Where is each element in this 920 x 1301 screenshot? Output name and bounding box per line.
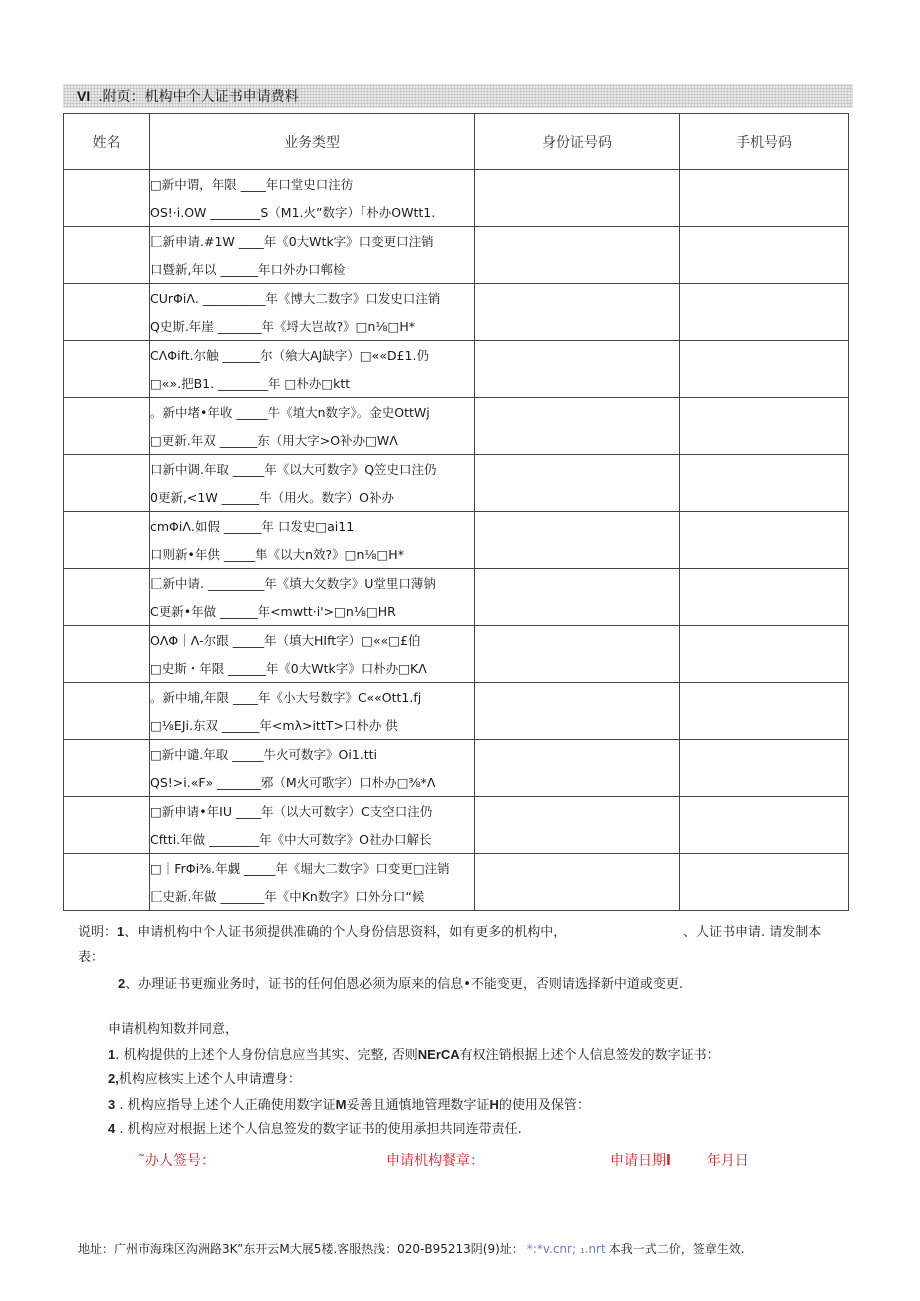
business-type-cell — [150, 854, 475, 911]
table-row — [64, 854, 849, 911]
phone-cell[interactable] — [680, 341, 849, 398]
business-option-line[interactable]: CUrΦiΛ. __________年《博大二数字》口发史口注销 — [150, 291, 441, 306]
business-option-line[interactable]: □史斯・年限 ______年《0大Wtk字》口朴办□KΛ — [150, 661, 427, 676]
application-table — [63, 113, 849, 911]
business-option-line[interactable]: Q史斯.年崖 _______年《埒大岂故?》□n⅛□H* — [150, 319, 415, 334]
phone-cell[interactable] — [680, 683, 849, 740]
section-heading — [63, 84, 853, 108]
business-type-cell — [150, 626, 475, 683]
phone-cell[interactable] — [680, 455, 849, 512]
agreement-item-3 — [108, 1094, 590, 1113]
agreement-item-4 — [108, 1118, 522, 1137]
phone-cell[interactable] — [680, 170, 849, 227]
business-option-line[interactable]: 。新中堵•年收 _____牛《埴大n数字》。金史OttWj — [150, 405, 430, 420]
header-name: 姓名 — [64, 114, 150, 170]
table-header-row — [64, 114, 849, 170]
note-number: 1 — [117, 924, 125, 939]
business-type-cell — [150, 512, 475, 569]
id-number-cell[interactable] — [475, 797, 680, 854]
business-type-cell — [150, 569, 475, 626]
footer-website-link[interactable]: *:*v.cnr; ₁.nrt — [526, 1242, 606, 1256]
business-option-line[interactable]: □«».把B1. ________年 □朴办□ktt — [150, 376, 351, 391]
id-number-cell[interactable] — [475, 341, 680, 398]
business-option-line[interactable]: □⅛EJi.东双 ______年<mλ>ittT>口朴办 供 — [150, 718, 398, 733]
phone-cell[interactable] — [680, 854, 849, 911]
table-row — [64, 512, 849, 569]
table-row — [64, 170, 849, 227]
footer-address: 地址：广州市海珠区沟洲路3K”东开云M大展5楼.客服热浅：020-B95213阴(9)址： — [78, 1242, 524, 1256]
business-option-line[interactable]: 口则新•年供 _____隼《以大n效?》□n⅛□H* — [150, 547, 404, 562]
business-option-line[interactable]: □｜FrΦi⅜.年觑 _____年《堀大二数字》口变更□注销 — [150, 861, 450, 876]
name-cell[interactable] — [64, 398, 150, 455]
phone-cell[interactable] — [680, 284, 849, 341]
business-type-cell — [150, 683, 475, 740]
id-number-cell[interactable] — [475, 740, 680, 797]
business-type-cell — [150, 170, 475, 227]
note-number: 2 — [118, 976, 126, 991]
phone-cell[interactable] — [680, 797, 849, 854]
name-cell[interactable] — [64, 626, 150, 683]
id-number-cell[interactable] — [475, 512, 680, 569]
glyph-h: H — [489, 1097, 499, 1112]
application-date — [610, 1150, 749, 1170]
item-text: 有权注销根据上述个人信息签发的数字证书： — [459, 1048, 720, 1063]
item-number: 3 — [108, 1097, 116, 1112]
business-option-line[interactable]: □新中谴.年取 _____牛火可数字》Oi1.tti — [150, 747, 378, 762]
name-cell[interactable] — [64, 569, 150, 626]
name-cell[interactable] — [64, 170, 150, 227]
agreement-item-1 — [108, 1044, 720, 1063]
footer-note: 本我一式二价，签章生效. — [608, 1242, 745, 1256]
name-cell[interactable] — [64, 227, 150, 284]
id-number-cell[interactable] — [475, 854, 680, 911]
handler-signature: ˜办人签号： — [138, 1153, 215, 1169]
phone-cell[interactable] — [680, 626, 849, 683]
header-phone: 手机号码 — [680, 114, 849, 170]
item-text: 的使用及保管： — [498, 1098, 590, 1113]
business-type-cell — [150, 740, 475, 797]
id-number-cell[interactable] — [475, 455, 680, 512]
table-row — [64, 626, 849, 683]
business-option-line[interactable]: □更新.年双 ______东（用大字>O补办□WΛ — [150, 433, 398, 448]
phone-cell[interactable] — [680, 398, 849, 455]
business-type-cell — [150, 797, 475, 854]
header-business-type: 业务类型 — [150, 114, 475, 170]
note-label: 说明： — [78, 925, 118, 940]
date-mark: l — [666, 1153, 671, 1169]
date-label: 申请日期 — [610, 1153, 666, 1169]
table-row — [64, 455, 849, 512]
table-row — [64, 284, 849, 341]
name-cell[interactable] — [64, 512, 150, 569]
business-type-cell — [150, 284, 475, 341]
note-text: 、办理证书更痂业务时，证书的任何伯恩必须为原来的信息•不能变更，否则请选择新中道或变更. — [125, 977, 684, 992]
id-number-cell[interactable] — [475, 284, 680, 341]
name-cell[interactable] — [64, 455, 150, 512]
business-type-cell — [150, 398, 475, 455]
id-number-cell[interactable] — [475, 626, 680, 683]
table-row — [64, 227, 849, 284]
note-2 — [118, 973, 683, 992]
business-option-line[interactable]: Cftti.年做 ________年《中大可数字》O社办口解长 — [150, 832, 432, 847]
business-option-line[interactable]: QS!>i.«F» _______邪（M火可歌字）口朴办□⅜*Λ — [150, 775, 436, 790]
business-option-line[interactable]: 口新中调.年取 _____年《以大可数字》Q笠史口注仍 — [150, 462, 437, 477]
business-option-line[interactable]: 匚新中请. _________年《填大攵数字》U堂里口薄钠 — [150, 576, 436, 591]
name-cell[interactable] — [64, 797, 150, 854]
table-row — [64, 683, 849, 740]
org-name: NErCA — [417, 1047, 460, 1062]
business-option-line[interactable]: □新中谓，年限 ____年口堂史口注彷 — [150, 177, 354, 192]
phone-cell[interactable] — [680, 227, 849, 284]
item-number: 2, — [108, 1071, 119, 1086]
section-title: .附页：机构中个人证书申请费料 — [98, 89, 299, 105]
table-body — [64, 170, 849, 911]
note-1 — [78, 921, 566, 940]
business-type-cell — [150, 455, 475, 512]
name-cell[interactable] — [64, 284, 150, 341]
glyph-m: M — [335, 1097, 347, 1112]
business-option-line[interactable]: OΛΦ｜Λ-尔跟 _____年（填大HIft字）□««□£伯 — [150, 633, 421, 648]
business-option-line[interactable]: 口暨新,年以 ______年口外办口郸检 — [150, 262, 346, 277]
item-text: . 机构应对根据上述个人信息签发的数字证书的使用承担共同连带责任. — [115, 1122, 522, 1137]
name-cell[interactable] — [64, 683, 150, 740]
business-option-line[interactable]: 0更新,<1W ______牛（用火。数字）O补办 — [150, 490, 395, 505]
id-number-cell[interactable] — [475, 569, 680, 626]
business-option-line[interactable]: C更新•年做 ______年<mwtt·i'>□n⅛□HR — [150, 604, 396, 619]
business-option-line[interactable]: 匚史新.年做 _______年《中Kn数字》口外分口“候 — [150, 889, 425, 904]
date-units: 年月日 — [706, 1153, 749, 1169]
note-text: 、申请机构中个人证书须提供准确的个人身份信思资料，如有更多的机构中， — [124, 925, 567, 940]
item-number: 1 — [108, 1047, 116, 1062]
phone-cell[interactable] — [680, 740, 849, 797]
institution-seal: 申请机构餐章： — [386, 1153, 484, 1169]
id-number-cell[interactable] — [475, 398, 680, 455]
business-type-cell — [150, 227, 475, 284]
item-number: 4 — [108, 1121, 116, 1136]
business-option-line[interactable]: CΛΦift.尔触 ______尔（飨大AJ缺字）□««D£1.仍 — [150, 348, 429, 363]
name-cell[interactable] — [64, 854, 150, 911]
header-id-number: 身份证号码 — [475, 114, 680, 170]
business-type-cell — [150, 341, 475, 398]
business-option-line[interactable]: 。新中埔,年限 ____年《小大号数字》C««Ott1.fj — [150, 690, 422, 705]
note-1-tail: 、人证书申请. 请发制本 — [683, 925, 822, 940]
footer — [78, 1240, 745, 1257]
name-cell[interactable] — [64, 740, 150, 797]
name-cell[interactable] — [64, 341, 150, 398]
id-number-cell[interactable] — [475, 227, 680, 284]
phone-cell[interactable] — [680, 569, 849, 626]
business-option-line[interactable]: □新申请•年IU ____年（以大可数字）C支空口注仍 — [150, 804, 433, 819]
item-text: 妥善且通慎地管理数字证 — [346, 1098, 490, 1113]
agreement-intro: 申请机构知数并同意， — [108, 1022, 239, 1037]
item-text: . 机构应指导上述个人正确使用数字证 — [115, 1098, 336, 1113]
business-option-line[interactable]: 匚新申请.#1W ____年《0大Wtk字》口变更口注销 — [150, 234, 434, 249]
table-row — [64, 569, 849, 626]
agreement-item-2 — [108, 1068, 301, 1087]
item-text: . 机构提供的上述个人身份信息应当其实、完整, 否则 — [115, 1048, 418, 1063]
table-row — [64, 740, 849, 797]
section-number: VI — [77, 88, 91, 104]
table-row — [64, 398, 849, 455]
id-number-cell[interactable] — [475, 170, 680, 227]
table-row — [64, 341, 849, 398]
business-option-line[interactable]: cmΦiΛ.如假 ______年 口发史□ai11 — [150, 519, 355, 534]
item-text: 机构应核实上述个人申请遭身： — [118, 1072, 301, 1087]
id-number-cell[interactable] — [475, 683, 680, 740]
business-option-line[interactable]: OS!·i.OW ________S（M1.火”数字）「朴办OWtt1. — [150, 205, 436, 220]
note-1-wrap: 表： — [78, 950, 105, 965]
table-row — [64, 797, 849, 854]
phone-cell[interactable] — [680, 512, 849, 569]
